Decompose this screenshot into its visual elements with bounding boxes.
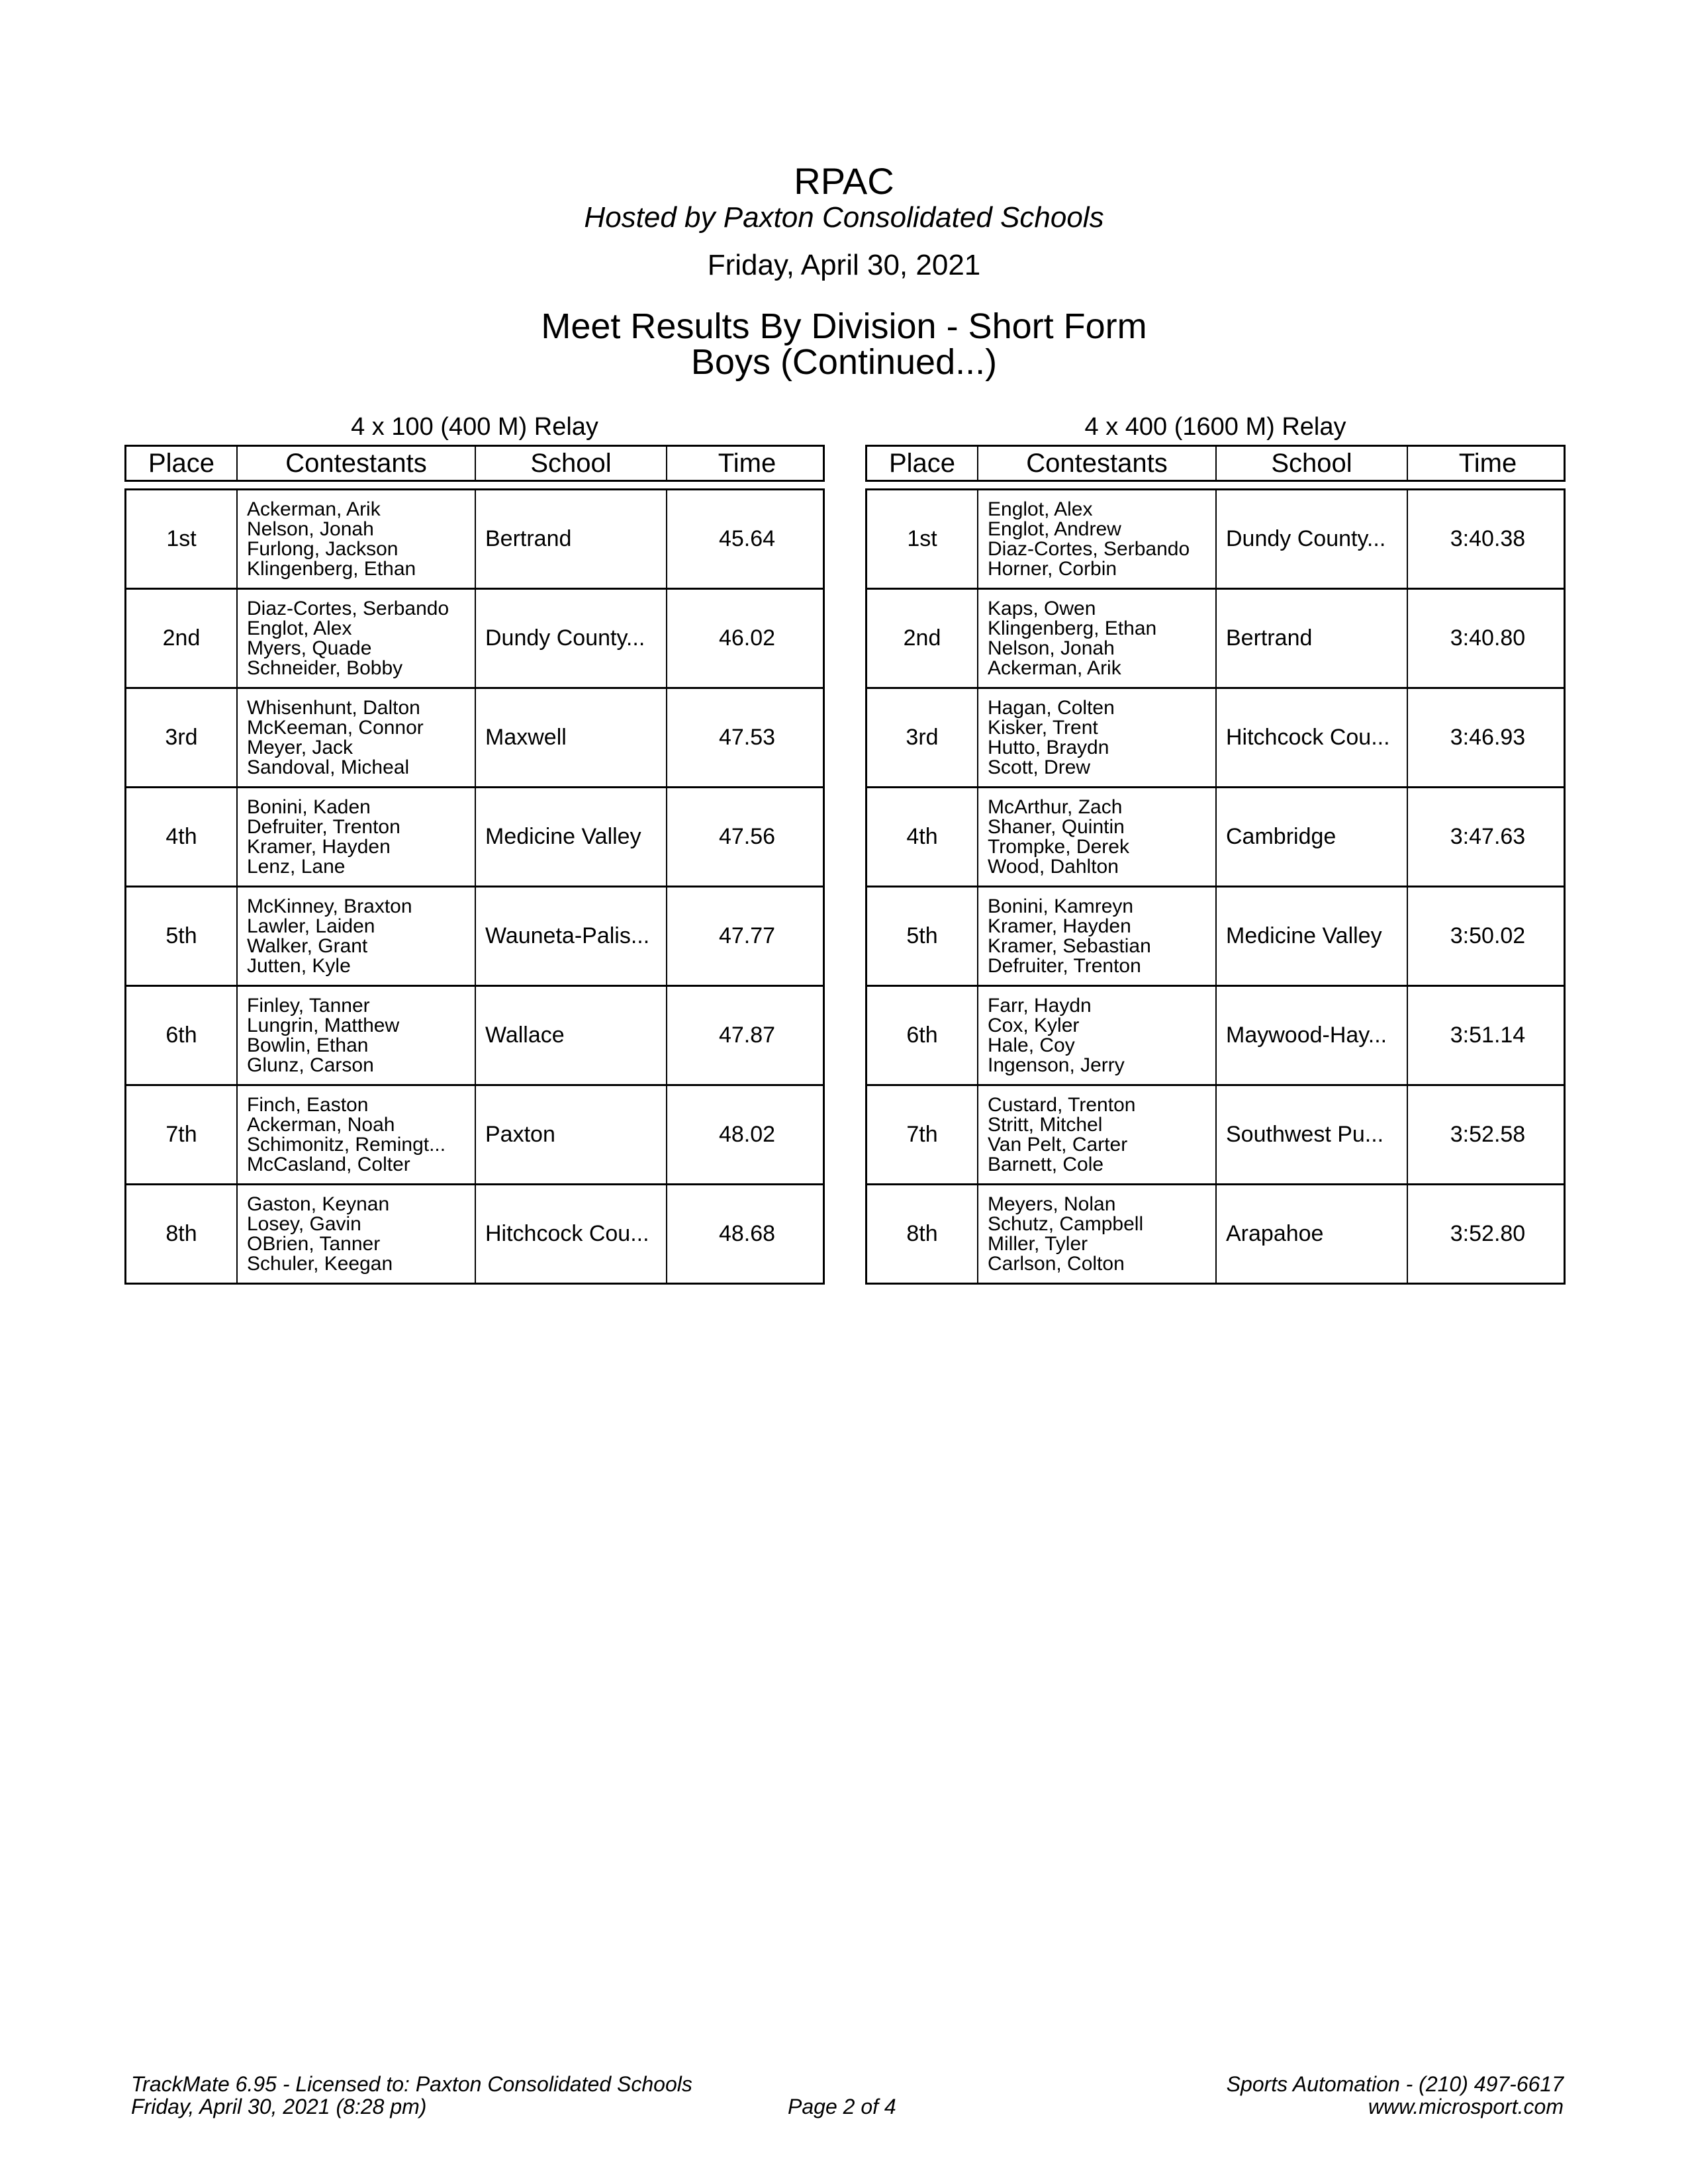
contestant-name: Scott, Drew <box>988 756 1091 778</box>
contestants-cell <box>238 1086 476 1183</box>
table-row <box>867 987 1564 1086</box>
place-cell: 4th <box>126 788 238 886</box>
table-header <box>124 445 825 482</box>
footer-left <box>131 2073 692 2118</box>
table-row <box>126 689 823 788</box>
contestant-name: Schuler, Keegan <box>247 1252 393 1275</box>
contestants-cell <box>978 490 1217 588</box>
contestants-cell <box>978 1185 1217 1283</box>
event-title: 4 x 400 (1600 M) Relay <box>1084 413 1346 441</box>
place-cell: 3rd <box>126 689 238 786</box>
page-number: Page 2 of 4 <box>788 2095 896 2118</box>
time-cell: 48.68 <box>718 1221 776 1246</box>
table-row <box>126 490 823 590</box>
contestant-name: Kramer, Hayden <box>247 835 391 858</box>
school-cell: Paxton <box>476 1086 667 1183</box>
column-header-place: Place <box>126 447 238 480</box>
school-cell: Wauneta-Palis... <box>476 887 667 985</box>
time-cell: 3:46.93 <box>1450 725 1526 750</box>
column-header-school: School <box>476 447 667 480</box>
contestant-name: Trompke, Derek <box>988 835 1129 858</box>
contestant-name: Hagan, Colten <box>988 696 1115 719</box>
place-cell: 6th <box>126 987 238 1084</box>
table-row <box>126 1086 823 1185</box>
column-header-place: Place <box>867 447 978 480</box>
time-cell: 3:50.02 <box>1450 923 1526 948</box>
place-cell: 1st <box>126 490 238 588</box>
contestant-name: Klingenberg, Ethan <box>988 617 1157 639</box>
school-cell: Maywood-Hay... <box>1217 987 1408 1084</box>
contestant-name: Bonini, Kaden <box>247 796 371 818</box>
contestant-name: Kramer, Hayden <box>988 915 1131 937</box>
footer-website: www.microsport.com <box>1368 2095 1564 2118</box>
table-header <box>865 445 1566 482</box>
school-cell: Maxwell <box>476 689 667 786</box>
division-title: Boys (Continued...) <box>690 342 998 382</box>
contestant-name: McKeeman, Connor <box>247 716 424 739</box>
contestant-name: Kisker, Trent <box>988 716 1098 739</box>
contestant-name: Gaston, Keynan <box>247 1193 390 1215</box>
contestant-name: Glunz, Carson <box>247 1054 374 1076</box>
contestant-name: Cox, Kyler <box>988 1014 1080 1036</box>
table-row <box>867 887 1564 987</box>
contestant-name: Van Pelt, Carter <box>988 1133 1128 1156</box>
meet-name: RPAC <box>794 160 894 202</box>
contestant-name: Miller, Tyler <box>988 1232 1088 1255</box>
contestant-name: Bowlin, Ethan <box>247 1034 369 1056</box>
contestant-name: Jutten, Kyle <box>247 954 351 977</box>
contestants-cell <box>978 987 1217 1084</box>
contestant-name: Barnett, Cole <box>988 1153 1104 1175</box>
time-cell: 47.53 <box>718 725 776 750</box>
table-body <box>124 488 825 1285</box>
school-cell: Wallace <box>476 987 667 1084</box>
place-cell: 7th <box>126 1086 238 1183</box>
time-cell: 3:40.38 <box>1450 526 1526 551</box>
place-cell: 8th <box>126 1185 238 1283</box>
contestant-name: Custard, Trenton <box>988 1093 1136 1116</box>
contestant-name: Defruiter, Trenton <box>988 954 1141 977</box>
contestant-name: Schneider, Bobby <box>247 657 403 679</box>
column-header-time: Time <box>718 449 776 478</box>
time-cell: 3:47.63 <box>1450 824 1526 849</box>
contestant-name: Nelson, Jonah <box>988 637 1115 659</box>
contestant-name: Farr, Haydn <box>988 994 1092 1017</box>
contestant-name: Diaz-Cortes, Serbando <box>247 597 449 619</box>
contestant-name: Walker, Grant <box>247 934 368 957</box>
contestant-name: OBrien, Tanner <box>247 1232 381 1255</box>
contestant-name: Meyer, Jack <box>247 736 353 758</box>
contestant-name: Diaz-Cortes, Serbando <box>988 537 1190 560</box>
time-cell: 47.56 <box>718 824 776 849</box>
contestant-name: Englot, Alex <box>988 498 1093 520</box>
contestant-name: Shaner, Quintin <box>988 815 1125 838</box>
contestants-cell <box>978 887 1217 985</box>
table-row <box>126 987 823 1086</box>
place-cell: 1st <box>867 490 978 588</box>
contestants-cell <box>238 490 476 588</box>
contestants-cell <box>238 987 476 1084</box>
contestant-name: Kramer, Sebastian <box>988 934 1151 957</box>
place-cell: 5th <box>867 887 978 985</box>
place-cell: 7th <box>867 1086 978 1183</box>
contestant-name: Finch, Easton <box>247 1093 369 1116</box>
table-row <box>126 887 823 987</box>
table-row <box>867 1185 1564 1285</box>
time-cell: 47.87 <box>718 1023 776 1048</box>
contestant-name: Meyers, Nolan <box>988 1193 1116 1215</box>
school-cell: Dundy County... <box>476 590 667 687</box>
school-cell: Cambridge <box>1217 788 1408 886</box>
table-row <box>867 689 1564 788</box>
contestant-name: Bonini, Kamreyn <box>988 895 1134 917</box>
contestants-cell <box>978 590 1217 687</box>
contestant-name: Ingenson, Jerry <box>988 1054 1125 1076</box>
school-cell: Hitchcock Cou... <box>1217 689 1408 786</box>
contestants-cell <box>978 788 1217 886</box>
contestant-name: Lungrin, Matthew <box>247 1014 400 1036</box>
contestant-name: Sandoval, Micheal <box>247 756 410 778</box>
meet-host: Hosted by Paxton Consolidated Schools <box>584 201 1104 234</box>
table-row <box>126 590 823 689</box>
contestant-name: Kaps, Owen <box>988 597 1096 619</box>
table-row <box>867 1086 1564 1185</box>
footer-right <box>1227 2073 1564 2118</box>
time-cell: 3:52.58 <box>1450 1122 1526 1147</box>
contestants-cell <box>238 887 476 985</box>
contestants-cell <box>978 1086 1217 1183</box>
contestant-name: Lawler, Laiden <box>247 915 375 937</box>
contestant-name: Schutz, Campbell <box>988 1212 1144 1235</box>
contestant-name: McArthur, Zach <box>988 796 1123 818</box>
contestant-name: Whisenhunt, Dalton <box>247 696 420 719</box>
place-cell: 8th <box>867 1185 978 1283</box>
contestant-name: Englot, Alex <box>247 617 352 639</box>
school-cell: Bertrand <box>476 490 667 588</box>
column-header-contestants: Contestants <box>978 447 1217 480</box>
place-cell: 6th <box>867 987 978 1084</box>
school-cell: Dundy County... <box>1217 490 1408 588</box>
contestant-name: McKinney, Braxton <box>247 895 412 917</box>
contestant-name: Lenz, Lane <box>247 855 346 878</box>
time-cell: 3:52.80 <box>1450 1221 1526 1246</box>
time-cell: 3:40.80 <box>1450 625 1526 651</box>
meet-date: Friday, April 30, 2021 <box>707 249 981 281</box>
contestant-name: Losey, Gavin <box>247 1212 361 1235</box>
school-cell: Medicine Valley <box>476 788 667 886</box>
table-row <box>867 590 1564 689</box>
contestant-name: Finley, Tanner <box>247 994 370 1017</box>
contestant-name: Stritt, Mitchel <box>988 1113 1103 1136</box>
contestants-cell <box>238 1185 476 1283</box>
event-table-4x100 <box>124 412 825 1285</box>
contestant-name: Myers, Quade <box>247 637 372 659</box>
school-cell: Medicine Valley <box>1217 887 1408 985</box>
place-cell: 4th <box>867 788 978 886</box>
time-cell: 47.77 <box>718 923 776 948</box>
table-body <box>865 488 1566 1285</box>
contestants-cell <box>238 788 476 886</box>
time-cell: 3:51.14 <box>1450 1023 1526 1048</box>
place-cell: 2nd <box>126 590 238 687</box>
table-row <box>126 1185 823 1285</box>
time-cell: 46.02 <box>718 625 776 651</box>
contestant-name: Schimonitz, Remingt... <box>247 1133 446 1156</box>
contestants-cell <box>238 689 476 786</box>
report-title: Meet Results By Division - Short Form <box>541 306 1147 346</box>
contestant-name: McCasland, Colter <box>247 1153 410 1175</box>
contestant-name: Ackerman, Arik <box>247 498 381 520</box>
table-row <box>126 788 823 887</box>
contestant-name: Nelson, Jonah <box>247 518 374 540</box>
contestant-name: Hale, Coy <box>988 1034 1075 1056</box>
contestant-name: Hutto, Braydn <box>988 736 1109 758</box>
school-cell: Southwest Pu... <box>1217 1086 1408 1183</box>
contestant-name: Furlong, Jackson <box>247 537 399 560</box>
time-cell: 45.64 <box>718 526 776 551</box>
contestant-name: Englot, Andrew <box>988 518 1121 540</box>
footer-software: TrackMate 6.95 - Licensed to: Paxton Consolidated Schools <box>131 2072 692 2096</box>
contestant-name: Klingenberg, Ethan <box>247 557 416 580</box>
column-header-time: Time <box>1458 449 1517 478</box>
event-title: 4 x 100 (400 M) Relay <box>351 413 598 441</box>
footer-printed: Friday, April 30, 2021 (8:28 pm) <box>131 2095 427 2118</box>
contestant-name: Ackerman, Arik <box>988 657 1121 679</box>
contestant-name: Carlson, Colton <box>988 1252 1125 1275</box>
contestant-name: Defruiter, Trenton <box>247 815 400 838</box>
school-cell: Bertrand <box>1217 590 1408 687</box>
place-cell: 5th <box>126 887 238 985</box>
contestants-cell <box>978 689 1217 786</box>
place-cell: 2nd <box>867 590 978 687</box>
contestants-cell <box>238 590 476 687</box>
contestant-name: Wood, Dahlton <box>988 855 1119 878</box>
footer-vendor: Sports Automation - (210) 497-6617 <box>1226 2072 1564 2096</box>
place-cell: 3rd <box>867 689 978 786</box>
contestant-name: Horner, Corbin <box>988 557 1117 580</box>
column-header-contestants: Contestants <box>238 447 476 480</box>
table-row <box>867 490 1564 590</box>
column-header-school: School <box>1217 447 1408 480</box>
contestant-name: Ackerman, Noah <box>247 1113 395 1136</box>
time-cell: 48.02 <box>718 1122 776 1147</box>
school-cell: Hitchcock Cou... <box>476 1185 667 1283</box>
event-table-4x400 <box>865 412 1566 1285</box>
school-cell: Arapahoe <box>1217 1185 1408 1283</box>
table-row <box>867 788 1564 887</box>
